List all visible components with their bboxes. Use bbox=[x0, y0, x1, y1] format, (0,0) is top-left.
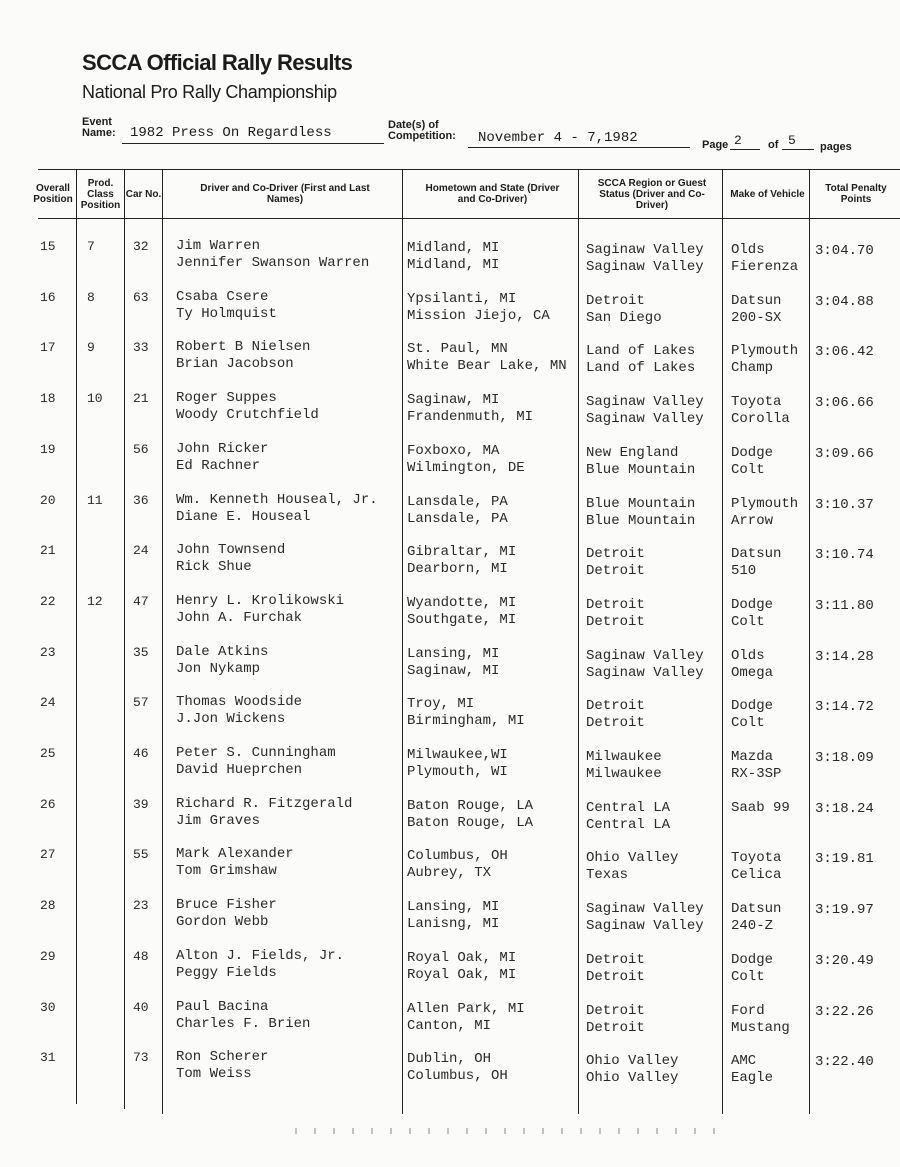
cell-hometown-driver: St. Paul, MN bbox=[407, 341, 508, 358]
cell-make-line2: Colt bbox=[731, 613, 765, 630]
cell-codriver: Brian Jacobson bbox=[176, 356, 294, 373]
column-divider bbox=[578, 169, 579, 1114]
cell-overall-position: 15 bbox=[40, 239, 56, 254]
cell-hometown-codriver: Aubrey, TX bbox=[407, 865, 492, 882]
cell-penalty-points: 3:18.09 bbox=[815, 750, 874, 766]
cell-region-codriver: Saginaw Valley bbox=[586, 664, 704, 681]
cell-codriver: Peggy Fields bbox=[176, 964, 277, 981]
cell-region-codriver: Detroit bbox=[586, 613, 645, 630]
cell-overall-position: 31 bbox=[40, 1050, 56, 1066]
cell-overall-position: 24 bbox=[40, 695, 56, 711]
cell-make-line2: Omega bbox=[731, 664, 774, 681]
page-number-underline bbox=[730, 149, 760, 150]
cell-driver: Alton J. Fields, Jr. bbox=[176, 947, 345, 964]
cell-hometown-codriver: Southgate, MI bbox=[407, 611, 517, 628]
cell-hometown-driver: Gibraltar, MI bbox=[407, 544, 517, 561]
cell-driver: Thomas Woodside bbox=[176, 694, 303, 711]
cell-car-number: 33 bbox=[133, 340, 149, 356]
cell-hometown-driver: Foxboxo, MA bbox=[407, 442, 500, 459]
cell-overall-position: 19 bbox=[40, 441, 56, 457]
cell-region-codriver: Detroit bbox=[586, 715, 645, 732]
cell-overall-position: 25 bbox=[40, 746, 56, 761]
cell-driver: Robert B Nielsen bbox=[176, 339, 311, 356]
of-label: of bbox=[768, 139, 779, 151]
cell-hometown-codriver: White Bear Lake, MN bbox=[407, 358, 567, 375]
col-header-driver: Driver and Co-Driver (First and Last Names) bbox=[200, 183, 370, 205]
cell-region-driver: Detroit bbox=[586, 951, 645, 968]
cell-hometown-driver: Royal Oak, MI bbox=[407, 949, 517, 966]
cell-region-codriver: Ohio Valley bbox=[586, 1070, 679, 1087]
cell-region-driver: Saginaw Valley bbox=[586, 901, 704, 918]
cell-hometown-codriver: Frandenmuth, MI bbox=[407, 409, 534, 426]
cell-region-driver: Saginaw Valley bbox=[586, 394, 704, 411]
cell-hometown-codriver: Dearborn, MI bbox=[407, 561, 508, 578]
cell-codriver: Rick Shue bbox=[176, 559, 252, 576]
cell-hometown-codriver: Lanisng, MI bbox=[407, 916, 500, 933]
cell-region-codriver: San Diego bbox=[586, 309, 662, 326]
cell-overall-position: 22 bbox=[40, 593, 56, 609]
cell-car-number: 23 bbox=[133, 898, 149, 914]
column-divider bbox=[76, 169, 77, 1104]
cell-driver: Mark Alexander bbox=[176, 846, 294, 863]
cell-make-line1: Datsun bbox=[731, 901, 782, 918]
cell-make-line2: Eagle bbox=[731, 1070, 774, 1087]
cell-penalty-points: 3:04.88 bbox=[815, 293, 874, 310]
page-title: SCCA Official Rally Results bbox=[82, 50, 353, 75]
cell-codriver: John A. Furchak bbox=[176, 609, 303, 626]
cell-car-number: 47 bbox=[133, 593, 149, 609]
cell-codriver: Ed Rachner bbox=[176, 457, 261, 474]
cell-overall-position: 29 bbox=[40, 948, 56, 964]
cell-penalty-points: 3:22.26 bbox=[815, 1003, 874, 1020]
scan-speckle bbox=[295, 1128, 715, 1134]
cell-driver: Richard R. Fitzgerald bbox=[176, 795, 353, 812]
cell-car-number: 36 bbox=[133, 492, 149, 508]
cell-hometown-codriver: Canton, MI bbox=[407, 1017, 492, 1034]
cell-driver: Henry L. Krolikowski bbox=[176, 592, 345, 609]
cell-region-codriver: Saginaw Valley bbox=[586, 259, 704, 275]
cell-make-line1: Dodge bbox=[731, 444, 774, 461]
cell-penalty-points: 3:19.97 bbox=[815, 902, 874, 919]
cell-car-number: 55 bbox=[133, 847, 149, 863]
cell-region-driver: Central LA bbox=[586, 799, 671, 816]
cell-overall-position: 26 bbox=[40, 796, 56, 812]
cell-make-line2: Corolla bbox=[731, 411, 790, 428]
cell-penalty-points: 3:19.81 bbox=[815, 851, 874, 868]
cell-make-line2: Champ bbox=[731, 360, 774, 377]
cell-codriver: David Hueprchen bbox=[176, 762, 303, 778]
page-total: 5 bbox=[788, 133, 796, 148]
cell-penalty-points: 3:14.28 bbox=[815, 648, 874, 665]
cell-make-line1: AMC bbox=[731, 1053, 757, 1070]
cell-overall-position: 17 bbox=[40, 340, 56, 356]
cell-hometown-codriver: Saginaw, MI bbox=[407, 662, 500, 679]
cell-make-line1: Dodge bbox=[731, 951, 774, 968]
cell-hometown-driver: Midland, MI bbox=[407, 240, 500, 256]
cell-region-codriver: Saginaw Valley bbox=[586, 411, 704, 428]
cell-make-line1: Ford bbox=[731, 1002, 765, 1019]
cell-hometown-driver: Wyandotte, MI bbox=[407, 594, 517, 611]
cell-penalty-points: 3:06.66 bbox=[815, 395, 874, 412]
cell-region-codriver: Detroit bbox=[586, 968, 645, 985]
cell-region-driver: Milwaukee bbox=[586, 749, 662, 765]
cell-make-line2: RX-3SP bbox=[731, 766, 782, 782]
col-header-region: SCCA Region or Guest Status (Driver and Co-Driver) bbox=[597, 177, 707, 211]
cell-penalty-points: 3:18.24 bbox=[815, 800, 874, 817]
cell-penalty-points: 3:10.74 bbox=[815, 547, 874, 564]
cell-driver: Bruce Fisher bbox=[176, 897, 277, 914]
cell-driver: Wm. Kenneth Houseal, Jr. bbox=[176, 491, 378, 508]
cell-make-line1: Plymouth bbox=[731, 495, 799, 512]
cell-hometown-codriver: Lansdale, PA bbox=[407, 510, 508, 527]
cell-region-codriver: Milwaukee bbox=[586, 766, 662, 782]
cell-make-line1: Datsun bbox=[731, 546, 782, 563]
cell-hometown-codriver: Midland, MI bbox=[407, 257, 500, 273]
cell-hometown-driver: Lansing, MI bbox=[407, 899, 500, 916]
cell-make-line1: Saab 99 bbox=[731, 799, 790, 816]
col-header-class: Prod. Class Position bbox=[80, 177, 121, 211]
cell-car-number: 39 bbox=[133, 796, 149, 812]
cell-hometown-driver: Baton Rouge, LA bbox=[407, 797, 534, 814]
cell-make-line2: Fierenza bbox=[731, 259, 799, 275]
cell-hometown-driver: Lansing, MI bbox=[407, 645, 500, 662]
cell-make-line2: 510 bbox=[731, 563, 757, 580]
cell-class-position: 8 bbox=[87, 289, 95, 305]
event-name-label: Event Name: bbox=[82, 116, 116, 139]
cell-penalty-points: 3:09.66 bbox=[815, 445, 874, 462]
cell-codriver: Jon Nykamp bbox=[176, 660, 261, 677]
cell-region-driver: Ohio Valley bbox=[586, 1053, 679, 1070]
cell-make-line1: Plymouth bbox=[731, 343, 799, 360]
col-header-overall: Overall Position bbox=[33, 183, 73, 205]
competition-dates-label: Date(s) of Competition: bbox=[388, 119, 456, 142]
cell-penalty-points: 3:10.37 bbox=[815, 496, 874, 513]
column-divider bbox=[124, 169, 125, 1109]
cell-codriver: Jim Graves bbox=[176, 812, 261, 829]
cell-hometown-driver: Saginaw, MI bbox=[407, 392, 500, 409]
cell-make-line1: Datsun bbox=[731, 292, 782, 309]
cell-penalty-points: 3:11.80 bbox=[815, 597, 874, 614]
column-divider bbox=[162, 169, 163, 1114]
cell-make-line1: Dodge bbox=[731, 698, 774, 715]
cell-codriver: J.Jon Wickens bbox=[176, 711, 286, 728]
cell-make-line2: Colt bbox=[731, 715, 765, 732]
cell-codriver: Jennifer Swanson Warren bbox=[176, 255, 370, 271]
page-total-underline bbox=[782, 149, 814, 150]
cell-region-codriver: Blue Mountain bbox=[586, 512, 696, 529]
cell-region-codriver: Blue Mountain bbox=[586, 461, 696, 478]
cell-region-driver: Detroit bbox=[586, 596, 645, 613]
cell-class-position: 12 bbox=[87, 593, 103, 609]
cell-hometown-driver: Allen Park, MI bbox=[407, 1000, 525, 1017]
cell-driver: Paul Bacina bbox=[176, 998, 269, 1015]
cell-make-line2: Arrow bbox=[731, 512, 774, 529]
column-divider bbox=[809, 169, 810, 1114]
cell-region-codriver: Saginaw Valley bbox=[586, 918, 704, 935]
cell-overall-position: 21 bbox=[40, 543, 56, 559]
table-header-rule bbox=[38, 218, 900, 219]
column-divider bbox=[402, 169, 403, 1114]
cell-make-line2: 200-SX bbox=[731, 309, 782, 326]
col-header-make: Make of Vehicle bbox=[730, 188, 805, 200]
cell-region-driver: Ohio Valley bbox=[586, 850, 679, 867]
pages-label: pages bbox=[820, 141, 852, 153]
cell-region-codriver: Detroit bbox=[586, 1019, 645, 1036]
cell-car-number: 35 bbox=[133, 644, 149, 660]
cell-make-line1: Dodge bbox=[731, 596, 774, 613]
cell-car-number: 46 bbox=[133, 746, 149, 761]
cell-overall-position: 28 bbox=[40, 898, 56, 914]
cell-codriver: Diane E. Houseal bbox=[176, 508, 311, 525]
cell-driver: John Ricker bbox=[176, 440, 269, 457]
page-label: Page bbox=[702, 139, 729, 151]
cell-overall-position: 18 bbox=[40, 391, 56, 407]
cell-class-position: 9 bbox=[87, 340, 95, 356]
cell-region-driver: Detroit bbox=[586, 292, 645, 309]
cell-make-line1: Olds bbox=[731, 242, 765, 258]
cell-penalty-points: 3:20.49 bbox=[815, 952, 874, 969]
cell-region-driver: Land of Lakes bbox=[586, 343, 696, 360]
cell-driver: Dale Atkins bbox=[176, 643, 269, 660]
cell-codriver: Tom Grimshaw bbox=[176, 863, 277, 880]
cell-region-codriver: Central LA bbox=[586, 816, 671, 833]
col-header-hometown: Hometown and State (Driver and Co-Driver) bbox=[425, 183, 560, 205]
cell-codriver: Gordon Webb bbox=[176, 914, 269, 931]
cell-penalty-points: 3:14.72 bbox=[815, 699, 874, 716]
cell-driver: Ron Scherer bbox=[176, 1049, 269, 1066]
cell-driver: Jim Warren bbox=[176, 238, 261, 254]
cell-hometown-driver: Troy, MI bbox=[407, 696, 475, 713]
cell-car-number: 56 bbox=[133, 441, 149, 457]
cell-overall-position: 16 bbox=[40, 289, 56, 305]
cell-region-driver: Detroit bbox=[586, 698, 645, 715]
cell-car-number: 21 bbox=[133, 391, 149, 407]
cell-overall-position: 23 bbox=[40, 644, 56, 660]
cell-hometown-driver: Lansdale, PA bbox=[407, 493, 508, 510]
col-header-car: Car No. bbox=[125, 188, 162, 200]
cell-make-line1: Olds bbox=[731, 647, 765, 664]
cell-driver: Csaba Csere bbox=[176, 288, 269, 305]
cell-hometown-driver: Milwaukee,WI bbox=[407, 747, 508, 763]
cell-car-number: 32 bbox=[133, 239, 149, 254]
cell-region-driver: Detroit bbox=[586, 546, 645, 563]
col-header-points: Total Penalty Points bbox=[825, 183, 887, 205]
cell-driver: John Townsend bbox=[176, 542, 286, 559]
cell-penalty-points: 3:06.42 bbox=[815, 344, 874, 361]
cell-region-driver: Blue Mountain bbox=[586, 495, 696, 512]
cell-car-number: 24 bbox=[133, 543, 149, 559]
cell-overall-position: 20 bbox=[40, 492, 56, 508]
cell-driver: Peter S. Cunningham bbox=[176, 745, 336, 761]
cell-car-number: 40 bbox=[133, 999, 149, 1015]
cell-make-line1: Mazda bbox=[731, 749, 774, 765]
page-subtitle: National Pro Rally Championship bbox=[82, 82, 337, 102]
cell-make-line2: Colt bbox=[731, 968, 765, 985]
cell-hometown-codriver: Birmingham, MI bbox=[407, 713, 525, 730]
cell-hometown-codriver: Mission Jiejo, CA bbox=[407, 307, 550, 324]
cell-make-line2: Colt bbox=[731, 461, 765, 478]
cell-car-number: 57 bbox=[133, 695, 149, 711]
cell-codriver: Woody Crutchfield bbox=[176, 407, 319, 424]
cell-class-position: 10 bbox=[87, 391, 103, 407]
cell-hometown-codriver: Columbus, OH bbox=[407, 1068, 508, 1085]
cell-car-number: 63 bbox=[133, 289, 149, 305]
cell-region-driver: Saginaw Valley bbox=[586, 242, 704, 258]
cell-region-codriver: Texas bbox=[586, 867, 629, 884]
cell-make-line2: 240-Z bbox=[731, 918, 774, 935]
cell-region-driver: Detroit bbox=[586, 1002, 645, 1019]
competition-dates-underline bbox=[468, 147, 690, 148]
event-name-value: 1982 Press On Regardless bbox=[130, 125, 332, 141]
cell-make-line1: Toyota bbox=[731, 394, 782, 411]
cell-penalty-points: 3:22.40 bbox=[815, 1054, 874, 1071]
cell-make-line2: Mustang bbox=[731, 1019, 790, 1036]
cell-class-position: 7 bbox=[87, 239, 95, 254]
cell-overall-position: 27 bbox=[40, 847, 56, 863]
column-divider bbox=[722, 169, 723, 1114]
cell-driver: Roger Suppes bbox=[176, 390, 277, 407]
cell-hometown-driver: Ypsilanti, MI bbox=[407, 290, 517, 307]
cell-hometown-driver: Dublin, OH bbox=[407, 1051, 492, 1068]
cell-codriver: Charles F. Brien bbox=[176, 1015, 311, 1032]
cell-class-position: 11 bbox=[87, 492, 103, 508]
cell-region-codriver: Land of Lakes bbox=[586, 360, 696, 377]
cell-overall-position: 30 bbox=[40, 999, 56, 1015]
cell-hometown-codriver: Royal Oak, MI bbox=[407, 966, 517, 983]
cell-make-line2: Celica bbox=[731, 867, 782, 884]
cell-codriver: Tom Weiss bbox=[176, 1066, 252, 1083]
event-name-underline bbox=[122, 143, 384, 144]
cell-penalty-points: 3:04.70 bbox=[815, 243, 874, 259]
cell-hometown-codriver: Plymouth, WI bbox=[407, 764, 508, 780]
cell-hometown-codriver: Baton Rouge, LA bbox=[407, 814, 534, 831]
page-number: 2 bbox=[734, 133, 742, 148]
cell-make-line1: Toyota bbox=[731, 850, 782, 867]
cell-region-driver: New England bbox=[586, 444, 679, 461]
cell-codriver: Ty Holmquist bbox=[176, 305, 277, 322]
cell-region-driver: Saginaw Valley bbox=[586, 647, 704, 664]
competition-dates-value: November 4 - 7,1982 bbox=[478, 130, 638, 146]
cell-hometown-driver: Columbus, OH bbox=[407, 848, 508, 865]
cell-car-number: 48 bbox=[133, 948, 149, 964]
cell-hometown-codriver: Wilmington, DE bbox=[407, 459, 525, 476]
cell-region-codriver: Detroit bbox=[586, 563, 645, 580]
cell-car-number: 73 bbox=[133, 1050, 149, 1066]
